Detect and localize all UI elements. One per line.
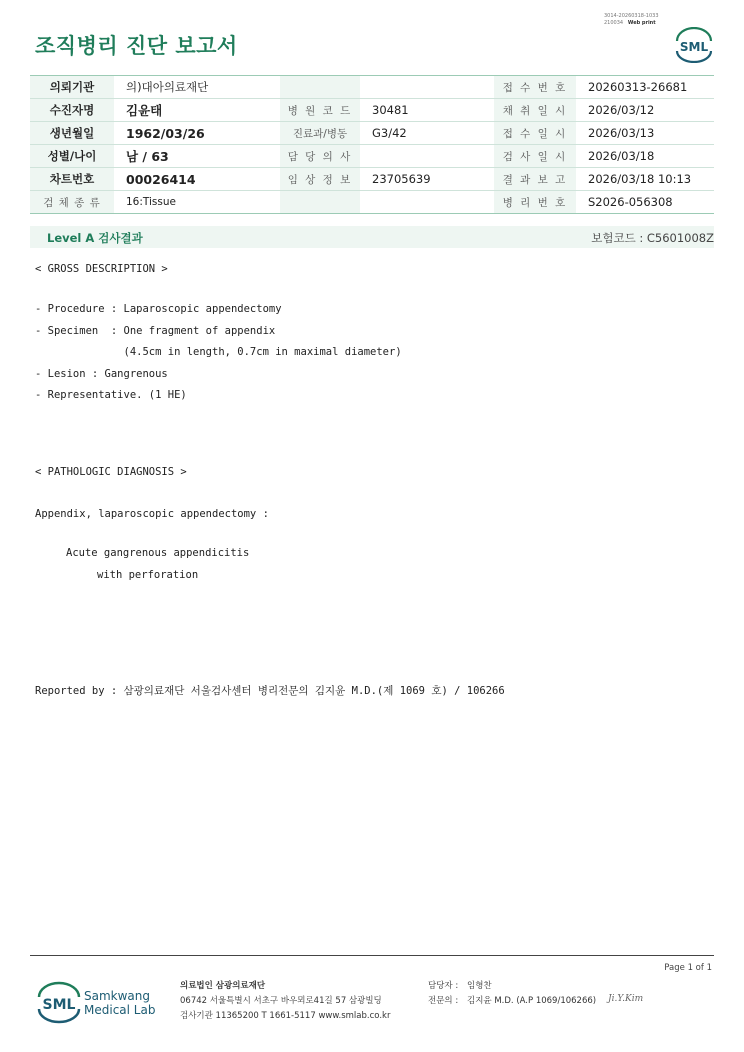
gross-heading: < GROSS DESCRIPTION >: [35, 263, 168, 275]
gross-line: - Specimen : One fragment of appendix: [35, 325, 276, 337]
label-chart-no: 차트번호: [30, 168, 114, 191]
footer-divider: [30, 955, 714, 956]
reported-by: Reported by : 삼광의료재단 서울검사센터 병리전문의 김지윤 M.D.(제 1069 호) / 106266: [35, 685, 505, 697]
print-meta: [604, 13, 659, 27]
diagnosis-heading: < PATHOLOGIC DIAGNOSIS >: [35, 466, 187, 478]
value-hospital-code: 30481: [360, 99, 494, 122]
footer-logo-text: SML: [42, 997, 76, 1013]
label-sex-age: 성별/나이: [30, 145, 114, 168]
value-clinical-info: 23705639: [360, 168, 494, 191]
print-label: Web print: [627, 20, 656, 26]
value-department-ward: G3/42: [360, 122, 494, 145]
value-collection-date: 2026/03/12: [576, 99, 714, 122]
table-row: [30, 191, 714, 214]
org-name: 의료법인 삼광의료재단: [180, 981, 266, 991]
sml-logo-icon: [673, 27, 715, 63]
table-row: [30, 122, 714, 145]
specialist-name: 김지윤 M.D. (A.P 1069/106266): [467, 996, 597, 1006]
table-row: [30, 99, 714, 122]
value-birth-date: 1962/03/26: [114, 122, 280, 145]
brand-line1: Samkwang: [84, 989, 150, 1003]
value-test-date: 2026/03/18: [576, 145, 714, 168]
gross-line: - Lesion : Gangrenous: [35, 368, 168, 380]
label-pathology-no: 병 리 번 호: [494, 191, 576, 214]
label-requesting-org: 의뢰기관: [30, 76, 114, 99]
diagnosis-line: Acute gangrenous appendicitis: [66, 547, 250, 559]
brand-line2: Medical Lab: [84, 1003, 156, 1017]
table-row: [30, 168, 714, 191]
samkwang-logo-icon: [36, 980, 82, 1026]
label-empty: [280, 191, 360, 214]
insurance-code: 보험코드 : C5601008Z: [591, 231, 714, 245]
value-receipt-date: 2026/03/13: [576, 122, 714, 145]
table-row: [30, 76, 714, 99]
gross-line: - Procedure : Laparoscopic appendectomy: [35, 303, 282, 315]
label-test-date: 검 사 일 시: [494, 145, 576, 168]
page-number: Page 1 of 1: [664, 963, 712, 973]
staff-label: 담당자 :: [428, 981, 459, 991]
table-row: [30, 145, 714, 168]
value-chart-no: 00026414: [114, 168, 280, 191]
diagnosis-line: with perforation: [97, 569, 199, 581]
value-physician: [360, 145, 494, 168]
staff-name: 임형찬: [467, 981, 492, 991]
level-label: Level A 검사결과: [47, 231, 143, 245]
report-title: 조직병리 진단 보고서: [35, 34, 238, 58]
signature: Ji.Y.Kim: [608, 994, 644, 1004]
gross-line: - Representative. (1 HE): [35, 389, 187, 401]
org-contact: 검사기관 11365200 T 1661-5117 www.smlab.co.kr: [180, 1011, 391, 1021]
value-sex-age: 남 / 63: [114, 145, 280, 168]
org-address: 06742 서울특별시 서초구 바우뫼로41길 57 삼광빌딩: [180, 996, 382, 1006]
print-code-line1: 3014-20260318-1033: [604, 13, 659, 19]
print-code-line2: 210034: [604, 20, 624, 26]
label-empty: [280, 76, 360, 99]
label-result-report: 결 과 보 고: [494, 168, 576, 191]
logo-text: SML: [679, 40, 709, 54]
label-clinical-info: 임 상 정 보: [280, 168, 360, 191]
patient-info-table: [30, 75, 714, 214]
label-receipt-date: 접 수 일 시: [494, 122, 576, 145]
label-accession-no: 접 수 번 호: [494, 76, 576, 99]
label-department-ward: 진료과/병동: [280, 122, 360, 145]
specialist-label: 전문의 :: [428, 996, 459, 1006]
label-birth-date: 생년월일: [30, 122, 114, 145]
value-patient-name: 김윤태: [114, 99, 280, 122]
value-requesting-org: 의)대아의료재단: [114, 76, 280, 99]
value-empty: [360, 191, 494, 214]
value-pathology-no: S2026-056308: [576, 191, 714, 214]
value-empty: [360, 76, 494, 99]
value-result-report: 2026/03/18 10:13: [576, 168, 714, 191]
label-physician: 담 당 의 사: [280, 145, 360, 168]
label-patient-name: 수진자명: [30, 99, 114, 122]
value-accession-no: 20260313-26681: [576, 76, 714, 99]
value-specimen-type: 16:Tissue: [114, 191, 280, 214]
label-specimen-type: 검 체 종 류: [30, 191, 114, 214]
label-hospital-code: 병 원 코 드: [280, 99, 360, 122]
label-collection-date: 채 취 일 시: [494, 99, 576, 122]
diagnosis-site: Appendix, laparoscopic appendectomy :: [35, 508, 269, 520]
gross-line: (4.5cm in length, 0.7cm in maximal diameter): [35, 346, 402, 358]
